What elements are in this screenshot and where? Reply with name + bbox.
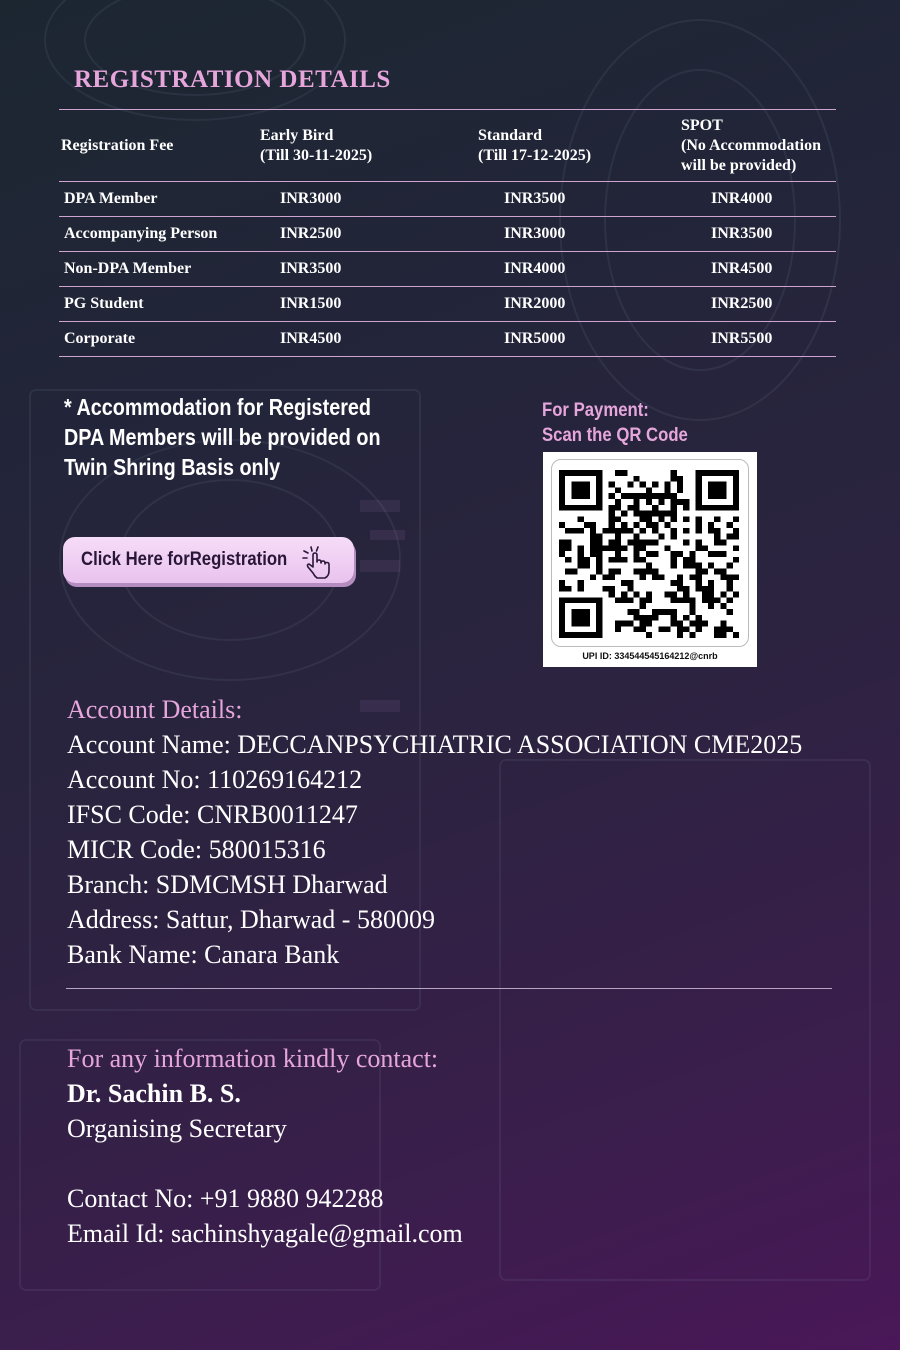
table-row — [59, 182, 836, 217]
registration-button-label: Click Here forRegistration — [81, 549, 288, 570]
fee-cell: INR2500 — [260, 217, 478, 252]
registration-button[interactable] — [63, 537, 354, 583]
contact-role: Organising Secretary — [67, 1114, 287, 1143]
category-cell: Corporate — [59, 322, 260, 357]
micr-code: MICR Code: 580015316 — [67, 835, 326, 864]
fee-cell: INR4500 — [681, 252, 836, 287]
section-divider — [66, 988, 832, 989]
contact-phone[interactable]: Contact No: +91 9880 942288 — [67, 1184, 384, 1213]
fee-cell: INR5500 — [681, 322, 836, 357]
header-spot: SPOT (No Accommodation will be provided) — [681, 110, 836, 182]
table-row — [59, 322, 836, 357]
contact-heading: For any information kindly contact: — [67, 1044, 439, 1073]
contact-section — [67, 1041, 463, 1251]
fee-cell: INR4000 — [681, 182, 836, 217]
qr-code-image — [559, 470, 739, 638]
fee-cell: INR3000 — [478, 217, 681, 252]
pointing-hand-click-icon — [299, 543, 337, 581]
branch: Branch: SDMCMSH Dharwad — [67, 870, 388, 899]
header-standard: Standard (Till 17-12-2025) — [478, 110, 681, 182]
fee-cell: INR1500 — [260, 287, 478, 322]
fee-cell: INR3500 — [260, 252, 478, 287]
accommodation-note: * Accommodation for Registered DPA Members will be provided on Twin Shring Basis only — [64, 394, 381, 480]
account-details — [67, 692, 802, 972]
registration-fee-table — [59, 109, 836, 357]
account-details-heading: Account Details: — [67, 695, 243, 724]
header-registration-fee: Registration Fee — [59, 110, 260, 182]
fee-cell: INR3500 — [681, 217, 836, 252]
contact-email[interactable]: Email Id: sachinshyagale@gmail.com — [67, 1219, 463, 1248]
fee-cell: INR2000 — [478, 287, 681, 322]
address: Address: Sattur, Dharwad - 580009 — [67, 905, 435, 934]
contact-name: Dr. Sachin B. S. — [67, 1079, 241, 1108]
category-cell: Non-DPA Member — [59, 252, 260, 287]
table-row — [59, 252, 836, 287]
header-early-bird: Early Bird (Till 30-11-2025) — [260, 110, 478, 182]
fee-cell: INR5000 — [478, 322, 681, 357]
account-name: Account Name: DECCANPSYCHIATRIC ASSOCIATION CME2025 — [67, 730, 803, 759]
ifsc-code: IFSC Code: CNRB0011247 — [67, 800, 358, 829]
upi-id: UPI ID: 334544545164212@cnrb — [582, 651, 718, 661]
payment-qr-code — [543, 452, 757, 667]
category-cell: DPA Member — [59, 182, 260, 217]
fee-cell: INR4500 — [260, 322, 478, 357]
payment-instructions: For Payment: Scan the QR Code — [542, 400, 688, 446]
page-title: REGISTRATION DETAILS — [74, 66, 391, 93]
account-number: Account No: 110269164212 — [67, 765, 363, 794]
table-row — [59, 217, 836, 252]
fee-cell: INR3000 — [260, 182, 478, 217]
bank-name: Bank Name: Canara Bank — [67, 940, 340, 969]
fee-cell: INR3500 — [478, 182, 681, 217]
category-cell: Accompanying Person — [59, 217, 260, 252]
fee-cell: INR4000 — [478, 252, 681, 287]
table-row — [59, 287, 836, 322]
category-cell: PG Student — [59, 287, 260, 322]
table-header-row — [59, 110, 836, 182]
fee-cell: INR2500 — [681, 287, 836, 322]
